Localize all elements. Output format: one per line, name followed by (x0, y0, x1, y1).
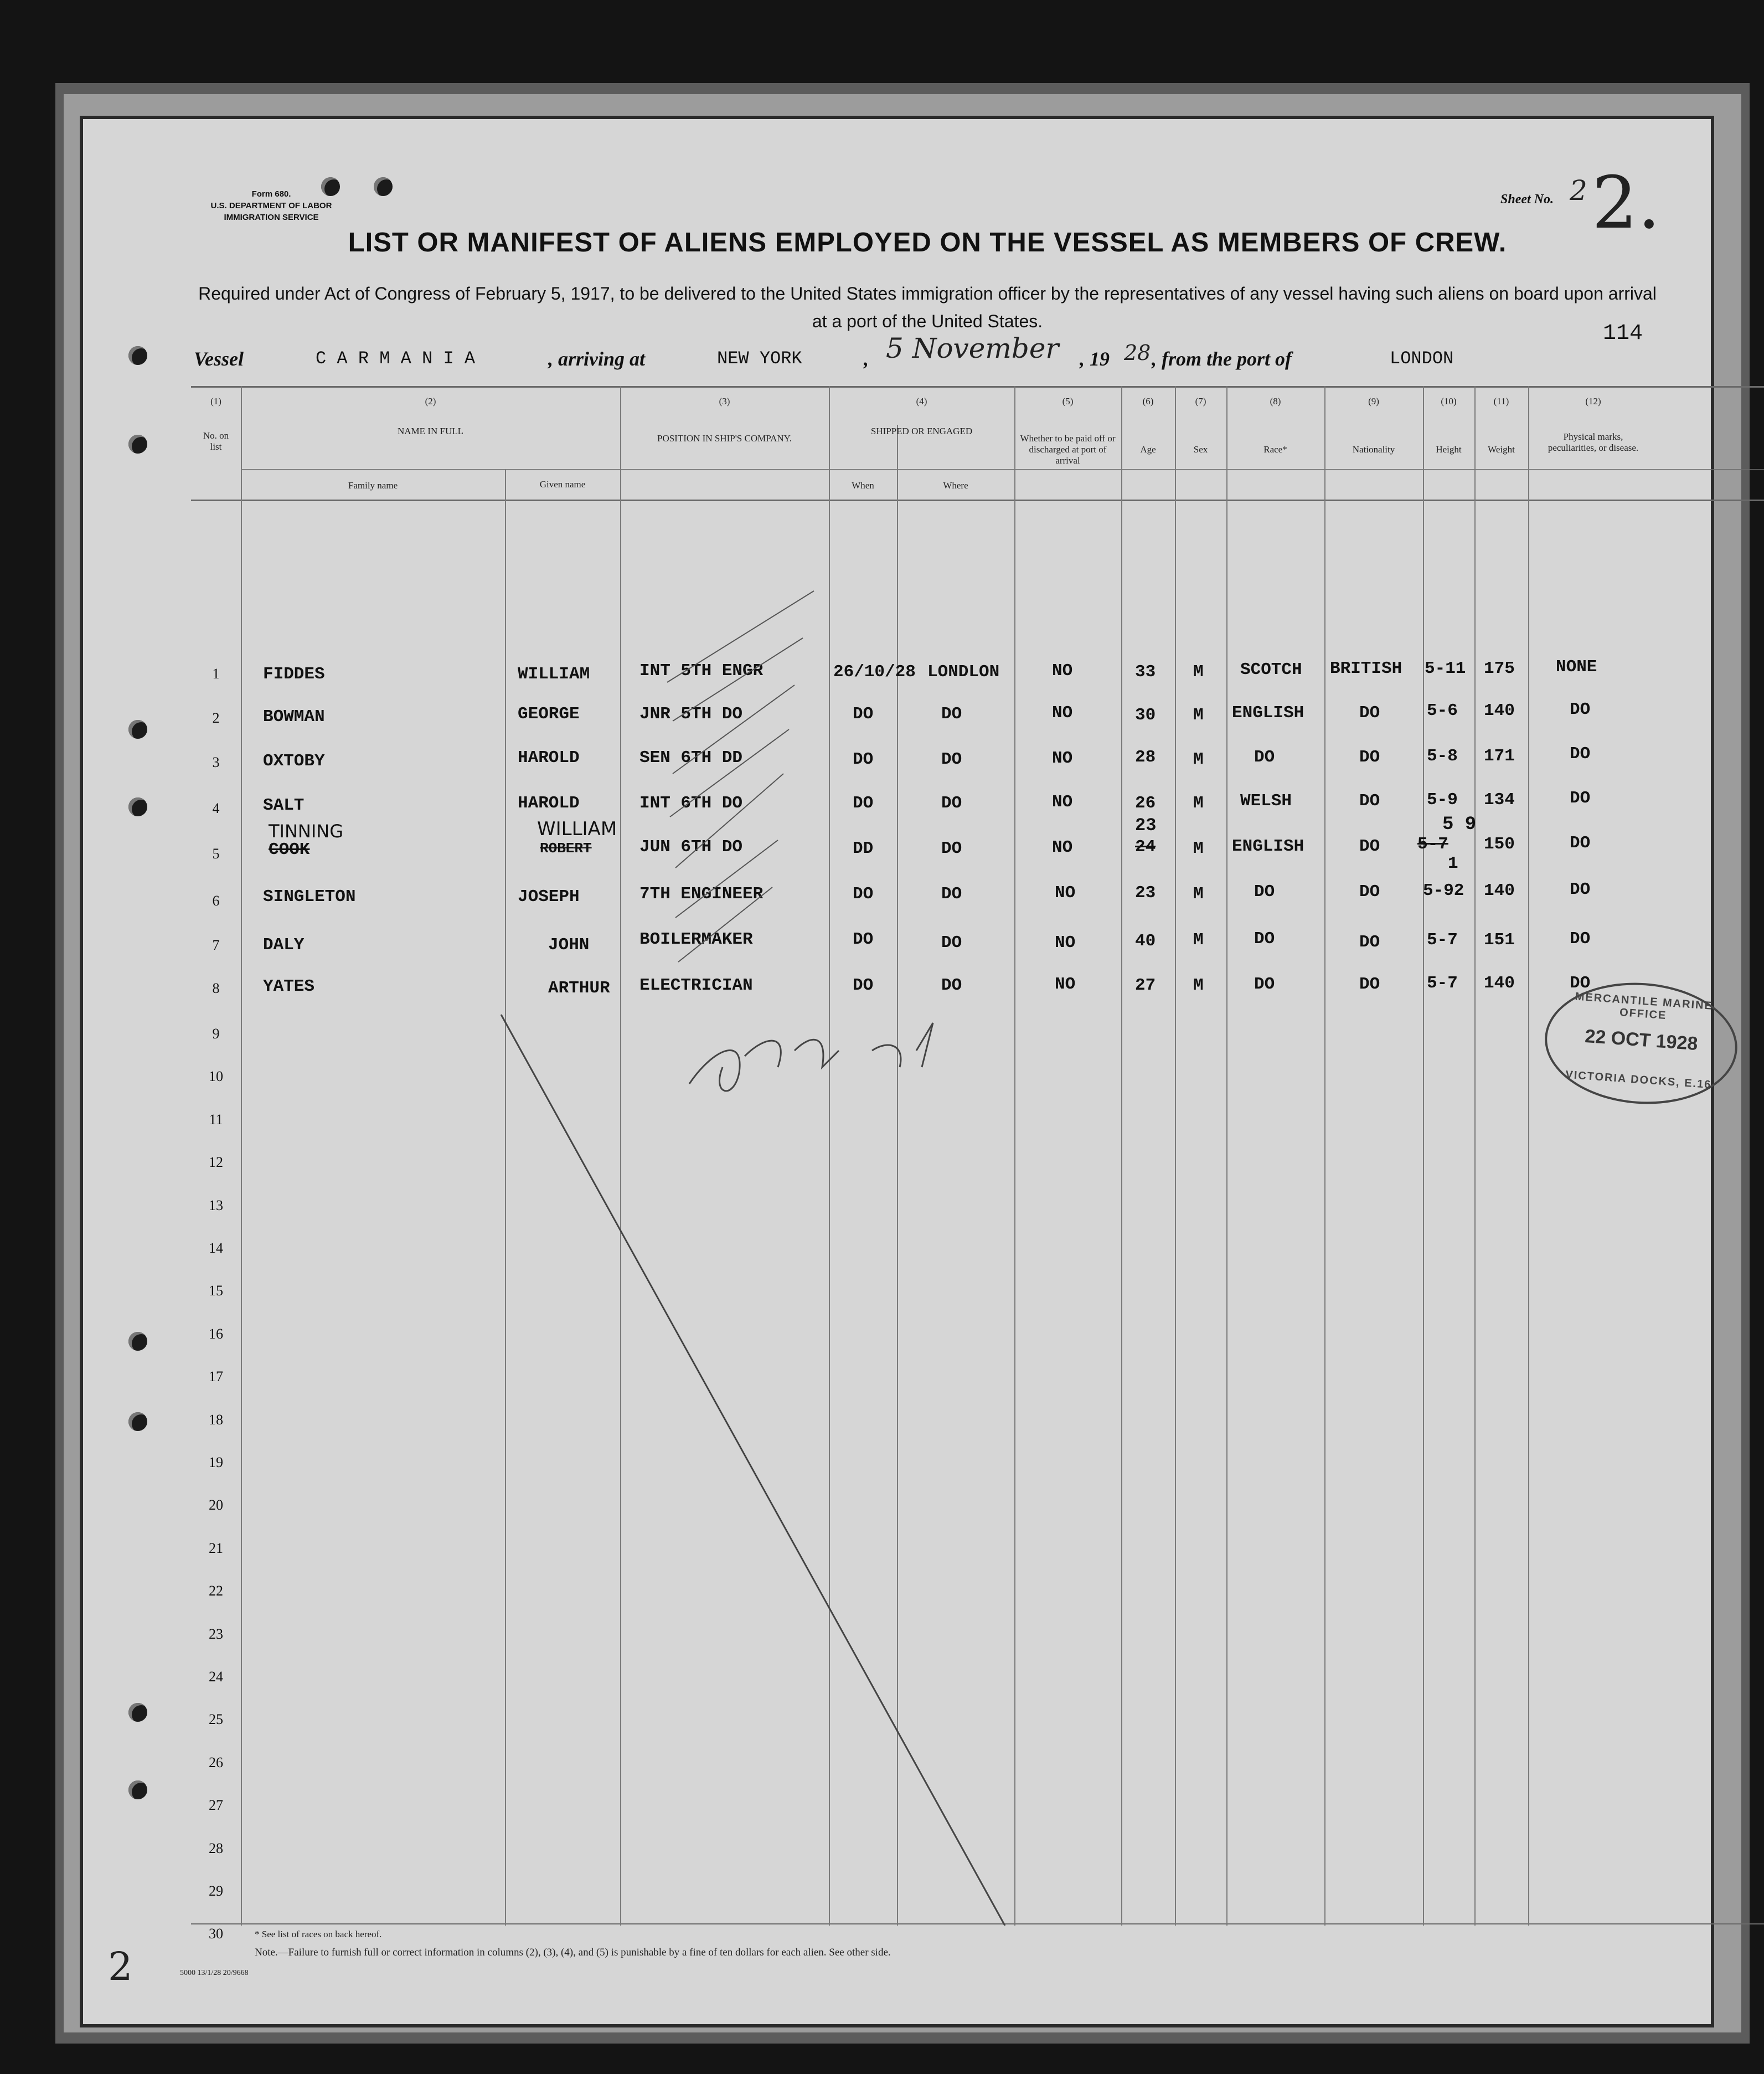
strike-mark (667, 591, 814, 962)
row-number: 18 (209, 1411, 223, 1428)
age: 40 (1135, 932, 1156, 951)
height: 5-11 (1425, 659, 1466, 678)
given-name: JOSEPH (518, 887, 580, 907)
nationality: DO (1359, 933, 1380, 952)
row-number: 24 (209, 1669, 223, 1685)
stamp-date: 22 OCT 1928 (1584, 1025, 1699, 1055)
row-number: 30 (209, 1926, 223, 1942)
paid-off: NO (1055, 883, 1076, 903)
row-number: 22 (209, 1583, 223, 1599)
col-11-label: Weight (1488, 444, 1515, 455)
race: ENGLISH (1232, 703, 1304, 723)
punch-hole-icon (128, 1780, 147, 1799)
race: DO (1254, 929, 1275, 949)
nationality: DO (1359, 882, 1380, 902)
shipped-when: DD (853, 839, 874, 858)
nationality: DO (1359, 975, 1380, 994)
col-8-num: (8) (1270, 396, 1281, 406)
family-name: SALT (263, 796, 305, 815)
row-number: 12 (209, 1154, 223, 1171)
physical-marks: DO (1570, 744, 1591, 764)
shipped-where: DO (941, 976, 962, 995)
row-number: 4 (212, 800, 220, 816)
shipped-where: DO (941, 750, 962, 769)
year-prefix: , 19 (1080, 348, 1110, 370)
physical-marks: DO (1570, 880, 1591, 899)
weight: 140 (1484, 701, 1515, 721)
height: 5-8 (1427, 747, 1458, 766)
row-number: 27 (209, 1797, 223, 1814)
position: BOILERMAKER (639, 930, 753, 949)
col-4-label: SHIPPED OR ENGAGED (870, 426, 973, 436)
arriving-label: , arriving at (548, 348, 646, 370)
punch-hole-icon (128, 346, 147, 365)
punch-hole-icon (128, 1412, 147, 1431)
weight: 140 (1484, 974, 1515, 993)
age: 26 (1135, 794, 1156, 813)
paid-off: NO (1055, 975, 1076, 994)
height: 5-92 (1423, 881, 1464, 900)
col-6-num: (6) (1142, 396, 1154, 406)
col-2-given: Given name (539, 479, 586, 490)
row-number: 16 (209, 1325, 223, 1342)
shipped-when: DO (853, 976, 874, 995)
punch-hole-icon (128, 1703, 147, 1722)
physical-marks: DO (1570, 700, 1591, 719)
row-number: 1 (212, 666, 220, 682)
row-number: 28 (209, 1840, 223, 1856)
col-2-num: (2) (425, 396, 436, 406)
race: WELSH (1240, 791, 1292, 811)
position: JUN 6TH DO (639, 837, 743, 857)
sex: M (1193, 930, 1204, 950)
col-7-label: Sex (1193, 444, 1208, 455)
shipped-where: DO (941, 839, 962, 858)
weight: 140 (1484, 881, 1515, 900)
physical-marks: DO (1570, 789, 1591, 808)
weight: 171 (1484, 747, 1515, 766)
height: 5-7 (1427, 974, 1458, 993)
age: 33 (1135, 662, 1156, 682)
given-name: HAROLD (518, 748, 580, 768)
row-number: 5 (212, 846, 220, 862)
page-title: LIST OR MANIFEST OF ALIENS EMPLOYED ON THE VESSEL AS MEMBERS OF CREW. (348, 228, 1507, 258)
col-3-label: POSITION IN SHIP'S COMPANY. (657, 433, 792, 444)
col-10-label: Height (1436, 444, 1462, 455)
row-number: 29 (209, 1883, 223, 1899)
col-3-num: (3) (719, 396, 730, 406)
vessel-name: C A R M A N I A (316, 348, 476, 369)
row-number: 8 (212, 980, 220, 996)
shipped-where: LONDLON (927, 662, 1000, 682)
col-9-num: (9) (1368, 396, 1379, 406)
shipped-when: DO (853, 930, 874, 949)
sheet-label: Sheet No. (1500, 192, 1554, 207)
col-12-num: (12) (1585, 396, 1601, 406)
from-label: , from the port of (1152, 348, 1292, 370)
shipped-where: DO (941, 884, 962, 904)
given-name: GEORGE (518, 704, 580, 724)
col-4-num: (4) (916, 396, 927, 406)
date-separator: , (864, 348, 869, 370)
row-number: 10 (209, 1068, 223, 1085)
col-10-num: (10) (1441, 396, 1457, 406)
given-name: HAROLD (518, 794, 580, 813)
col-2-label: NAME IN FULL (398, 426, 463, 436)
age: 24 (1135, 837, 1156, 857)
row-number: 9 (212, 1026, 220, 1042)
races-note: * See list of races on back hereof. (255, 1929, 382, 1939)
manifest-page (83, 119, 1714, 2024)
position: SEN 6TH DD (639, 748, 743, 768)
shipped-where: DO (941, 933, 962, 953)
height: 5-7 (1427, 930, 1458, 950)
height: 5-9 (1427, 790, 1458, 810)
row-number: 25 (209, 1711, 223, 1728)
height: 5-6 (1427, 701, 1458, 721)
vessel-label: Vessel (194, 348, 244, 370)
sex: M (1193, 884, 1204, 904)
row-number: 21 (209, 1540, 223, 1556)
row-number: 6 (212, 893, 220, 909)
punch-hole-icon (128, 435, 147, 454)
physical-marks: DO (1570, 833, 1591, 853)
footer-note: Note.—Failure to furnish full or correct information in columns (2), (3), (4), and (5) is punishable by a fine of ten dollars for each alien. See other side. (255, 1947, 891, 1958)
family-name: COOK (269, 840, 310, 860)
punch-hole-icon (128, 797, 147, 816)
age: 28 (1135, 748, 1156, 767)
shipped-when: DO (853, 794, 874, 813)
physical-marks: DO (1570, 929, 1591, 949)
row-number: 11 (209, 1111, 223, 1128)
position: 7TH ENGINEER (639, 884, 764, 904)
race: SCOTCH (1240, 660, 1302, 680)
page-number: 114 (1603, 321, 1643, 346)
given-name-correction: WILLIAM (537, 818, 617, 840)
paid-off: NO (1052, 661, 1073, 681)
height: 5-7 (1417, 835, 1448, 854)
sheet-number: 2 (1570, 174, 1587, 207)
family-name-correction: TINNING (269, 821, 344, 842)
given-name: WILLIAM (518, 665, 590, 684)
position: INT 6TH DO (639, 794, 743, 813)
paid-off: NO (1052, 749, 1073, 768)
given-name: ARTHUR (548, 979, 610, 998)
col-7-num: (7) (1195, 396, 1206, 406)
race: ENGLISH (1232, 837, 1304, 856)
physical-marks: DO (1570, 974, 1591, 993)
age-correction: 23 (1135, 815, 1157, 836)
form-dept: U.S. DEPARTMENT OF LABOR (210, 201, 332, 210)
shipped-when: DO (853, 884, 874, 904)
paid-off: NO (1052, 838, 1073, 857)
sex: M (1193, 794, 1204, 813)
shipped-where: DO (941, 794, 962, 813)
row-number: 15 (209, 1283, 223, 1299)
row-number: 17 (209, 1368, 223, 1385)
nationality: DO (1359, 703, 1380, 723)
row-number: 3 (212, 754, 220, 770)
shipped-when: DO (853, 704, 874, 724)
shipped-when: DO (853, 750, 874, 769)
paid-off: NO (1052, 703, 1073, 723)
page-subtitle: Required under Act of Congress of February 5, 1917, to be delivered to the United States immigration officer by the representatives of any vessel having such aliens on board upon arrival at a port of the United States. (198, 284, 1657, 331)
stamp-office: MERCANTILE MARINE OFFICE (1575, 990, 1714, 1022)
sheet-number-large: 2. (1592, 161, 1661, 245)
col-1-num: (1) (210, 396, 221, 406)
height-extra: 1 (1448, 854, 1458, 873)
position: INT 5TH ENGR (639, 661, 764, 681)
col-6-label: Age (1140, 444, 1156, 455)
nationality: DO (1359, 748, 1380, 767)
family-name: SINGLETON (263, 887, 356, 907)
row-number: 26 (209, 1754, 223, 1771)
punch-hole-icon (128, 720, 147, 739)
hand-mark: 2 (108, 1944, 133, 1989)
nationality: DO (1359, 837, 1380, 856)
col-11-num: (11) (1493, 396, 1509, 406)
punch-hole-icon (128, 1332, 147, 1351)
physical-marks: NONE (1556, 657, 1597, 677)
col-5-num: (5) (1062, 396, 1074, 406)
position: ELECTRICIAN (639, 976, 753, 995)
given-name: JOHN (548, 935, 590, 955)
form-number: Form 680. (251, 189, 291, 199)
pen-marks (191, 386, 1764, 1926)
punch-hole-icon (374, 177, 393, 196)
race: DO (1254, 882, 1275, 902)
sex: M (1193, 839, 1204, 858)
form-service: IMMIGRATION SERVICE (224, 213, 319, 222)
print-code: 5000 13/1/28 20/9668 (180, 1969, 249, 1977)
position: JNR 5TH DO (639, 704, 743, 724)
family-name: DALY (263, 935, 305, 955)
col-9-label: Nationality (1352, 444, 1395, 455)
arrival-year: 28 (1124, 341, 1151, 365)
stamp-location: VICTORIA DOCKS, E.16 (1565, 1068, 1713, 1092)
family-name: YATES (263, 977, 315, 996)
col-12-label: Physical marks, peculiarities, or disease. (1548, 431, 1639, 453)
family-name: OXTOBY (263, 752, 325, 771)
shipped-where: DO (941, 704, 962, 724)
given-name: ROBERT (540, 840, 592, 857)
weight: 151 (1484, 930, 1515, 950)
nationality: DO (1359, 791, 1380, 811)
weight: 134 (1484, 790, 1515, 810)
family-name: BOWMAN (263, 707, 325, 727)
weight: 175 (1484, 659, 1515, 678)
age: 23 (1135, 883, 1156, 903)
row-number: 19 (209, 1454, 223, 1470)
from-port: LONDON (1390, 348, 1454, 369)
row-number: 20 (209, 1497, 223, 1514)
arriving-port: NEW YORK (717, 348, 802, 369)
nationality: BRITISH (1330, 659, 1402, 678)
col-4-where: Where (943, 480, 968, 491)
age: 30 (1135, 706, 1156, 725)
sex: M (1193, 750, 1204, 769)
col-8-label: Race* (1263, 444, 1287, 455)
paid-off: NO (1055, 933, 1076, 953)
shipped-when: 26/10/28 (833, 662, 916, 682)
col-5-label: Whether to be paid off or discharged at port of arrival (1020, 433, 1116, 466)
weight: 150 (1484, 835, 1515, 854)
race: DO (1254, 748, 1275, 767)
row-number: 13 (209, 1197, 223, 1213)
sex: M (1193, 662, 1204, 682)
age: 27 (1135, 976, 1156, 995)
col-2-family: Family name (348, 480, 398, 491)
cancel-line (501, 1015, 1005, 1926)
col-1-label: No. on list (203, 430, 229, 452)
row-number: 2 (212, 710, 220, 726)
row-number: 7 (212, 937, 220, 953)
paid-off: NO (1052, 792, 1073, 812)
sex: M (1193, 976, 1204, 995)
race: DO (1254, 975, 1275, 994)
row-number: 23 (209, 1625, 223, 1642)
form-block (194, 188, 349, 223)
sex: M (1193, 706, 1204, 725)
col-4-when: When (852, 480, 874, 491)
height-correction: 5 9 (1442, 814, 1477, 835)
row-number: 14 (209, 1240, 223, 1256)
arrival-date: 5 November (886, 332, 1059, 364)
family-name: FIDDES (263, 665, 325, 684)
